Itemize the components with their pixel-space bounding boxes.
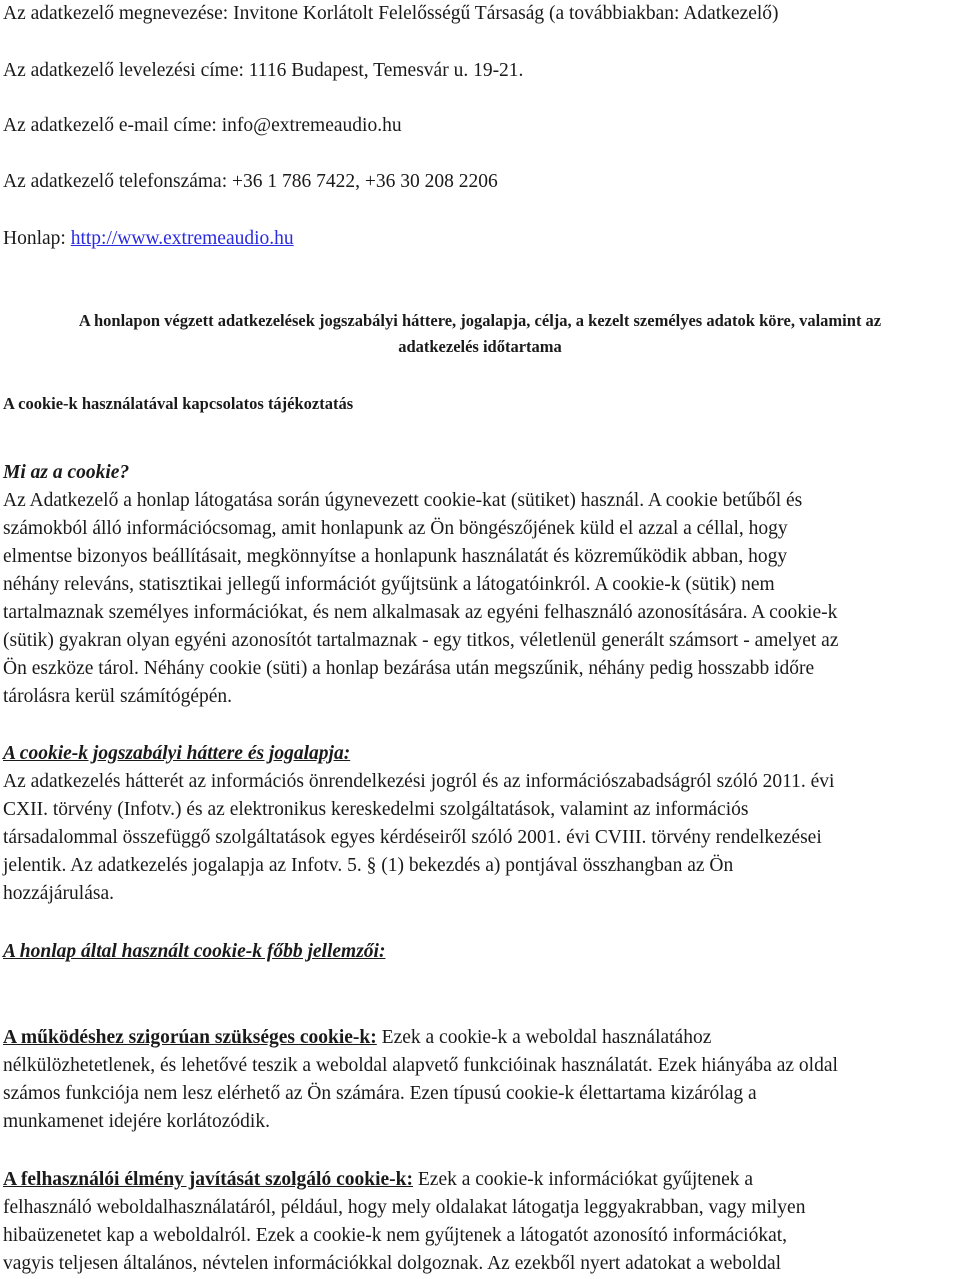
website-label: Honlap: bbox=[3, 228, 71, 249]
experience-cookies-section bbox=[3, 1166, 960, 1278]
essential-cookies-section bbox=[3, 1024, 960, 1136]
legal-basis-section bbox=[3, 740, 960, 908]
controller-name-line: Az adatkezelő megnevezése: Invitone Korlátolt Felelősségű Társaság (a továbbiakban: Adatkezelő) bbox=[3, 3, 779, 24]
paragraph-line: CXII. törvény (Infotv.) és az elektronikus kereskedelmi szolgáltatások, valamint az információs bbox=[3, 799, 749, 820]
paragraph-line: Az Adatkezelő a honlap látogatása során úgynevezett cookie-kat (sütiket) használ. A cookie betűből és bbox=[3, 490, 803, 511]
essential-cookies-label: A működéshez szigorúan szükséges cookie-k: bbox=[3, 1027, 377, 1048]
paragraph-line: (sütik) gyakran olyan egyéni azonosítót tartalmaznak - egy titkos, véletlenül generált számsort - amelyet az bbox=[3, 630, 839, 651]
paragraph-line: számokból álló információcsomag, amit honlapunk az Ön böngészőjének küld el azzal a céllal, hogy bbox=[3, 518, 788, 539]
paragraph-line: hibaüzenetet kap a weboldalról. Ezek a cookie-k nem gyűjtenek a látogatót azonosító információkat, bbox=[3, 1225, 788, 1246]
legal-basis-heading: A cookie-k jogszabályi háttere és jogalapja: bbox=[3, 743, 351, 764]
cookie-info-heading: A cookie-k használatával kapcsolatos tájékoztatás bbox=[3, 394, 354, 413]
paragraph-line: Ön eszköze tárol. Néhány cookie (süti) a honlap bezárása után megszűnik, néhány pedig hosszabb időre bbox=[3, 658, 815, 679]
paragraph-line: felhasználó weboldalhasználatáról, például, hogy mely oldalakat látogatja leggyakrabban, vagy milyen bbox=[3, 1197, 806, 1218]
paragraph-line: hozzájárulása. bbox=[3, 883, 114, 904]
essential-cookies-first-line: Ezek a cookie-k a weboldal használatához bbox=[376, 1027, 712, 1048]
what-is-cookie-heading: Mi az a cookie? bbox=[3, 462, 130, 483]
paragraph-line: társadalommal összefüggő szolgáltatások egyes kérdéseiről szóló 2001. évi CVIII. törvény rendelkezései bbox=[3, 827, 822, 848]
controller-email-line: Az adatkezelő e-mail címe: info@extremeaudio.hu bbox=[3, 115, 402, 136]
title-line-1: A honlapon végzett adatkezelések jogszabályi háttere, jogalapja, célja, a kezelt személyes adatok köre, valamint az bbox=[78, 311, 882, 330]
what-is-cookie-section bbox=[3, 459, 960, 711]
paragraph-line: számos funkciója nem lesz elérhető az Ön számára. Ezen típusú cookie-k élettartama kizárólag a bbox=[3, 1083, 757, 1104]
title-line-2: adatkezelés időtartama bbox=[398, 337, 562, 356]
paragraph-line: néhány releváns, statisztikai jellegű információt gyűjtsünk a látogatóinkról. A cookie-k (sütik) nem bbox=[3, 574, 775, 595]
website-line bbox=[3, 228, 294, 250]
paragraph-line: tartalmaznak személyes információkat, és nem alkalmasak az egyéni felhasználó azonosítására. A cookie-k bbox=[3, 602, 838, 623]
experience-cookies-first-line: Ezek a cookie-k információkat gyűjtenek a bbox=[413, 1169, 754, 1190]
paragraph-line: jelentik. Az adatkezelés jogalapja az Infotv. 5. § (1) bekezdés a) pontjával összhangban az Ön bbox=[3, 855, 734, 876]
controller-address-line: Az adatkezelő levelezési címe: 1116 Budapest, Temesvár u. 19-21. bbox=[3, 60, 524, 81]
paragraph-line: Az adatkezelés hátterét az információs önrendelkezési jogról és az információszabadságról szóló 2011. évi bbox=[3, 771, 835, 792]
paragraph-line: vagyis teljesen általános, névtelen információkkal dolgoznak. Az ezekből nyert adatokat a weboldal bbox=[3, 1253, 782, 1274]
paragraph-line: nélkülözhetetlenek, és lehetővé teszik a weboldal alapvető funkcióinak használatát. Ezek hiányába az oldal bbox=[3, 1055, 838, 1076]
paragraph-line: tárolásra kerül számítógépén. bbox=[3, 686, 233, 707]
main-features-heading: A honlap által használt cookie-k főbb jellemzői: bbox=[3, 941, 386, 962]
controller-phone-line: Az adatkezelő telefonszáma: +36 1 786 7422, +36 30 208 2206 bbox=[3, 171, 498, 192]
paragraph-line: munkamenet idejére korlátozódik. bbox=[3, 1111, 270, 1132]
experience-cookies-label: A felhasználói élmény javítását szolgáló cookie-k: bbox=[3, 1169, 414, 1190]
website-link[interactable]: http://www.extremeaudio.hu bbox=[70, 228, 294, 249]
paragraph-line: elmentse bizonyos beállításait, megkönnyítse a honlapunk használatát és közreműködik abban, hogy bbox=[3, 546, 788, 567]
legal-background-title bbox=[0, 308, 960, 360]
